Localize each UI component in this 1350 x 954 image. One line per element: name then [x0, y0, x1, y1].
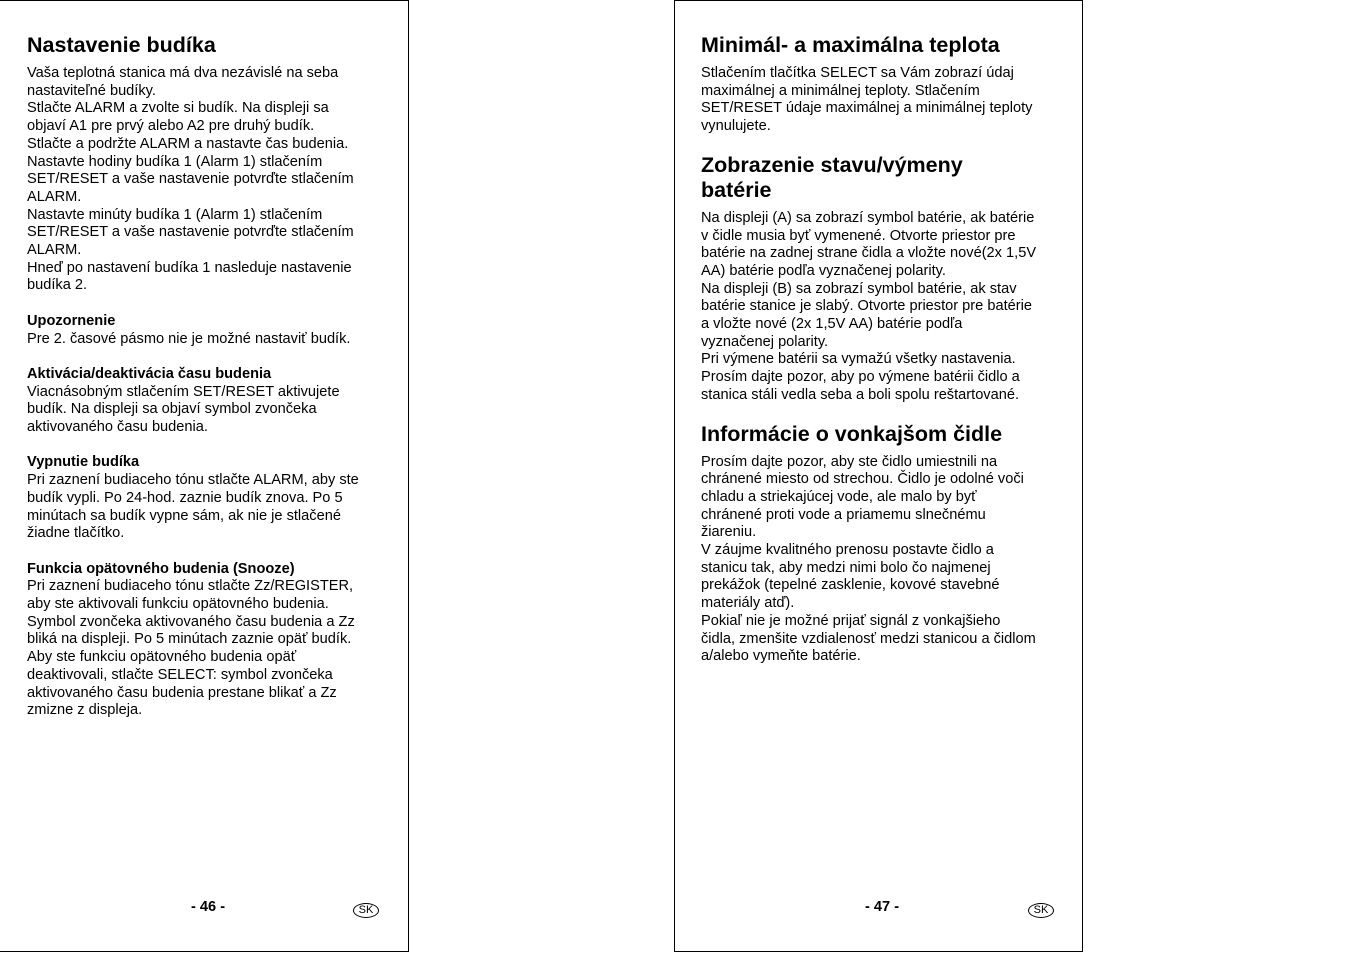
- page-number: - 46 -: [191, 899, 226, 915]
- page-46: [0, 0, 409, 952]
- subheading-alarm-off: Vypnutie budíka: [27, 454, 140, 471]
- section-title-min-max: Minimál- a maximálna teplota: [701, 33, 1000, 57]
- alarm-off-text: Pri zaznení budiaceho tónu stlačte ALARM, aby ste budík vypli. Po 24-hod. zaznie budík znova. Po 5 minútach sa budík vypne sám, ak nie je stlačené žiadne tlačítko.: [27, 472, 359, 542]
- page-47-content: [701, 33, 1061, 666]
- min-max-text: Stlačením tlačítka SELECT sa Vám zobrazí údaj maximálnej a minimálnej teploty. Stlačením SET/RESET údaje maximálnej a minimálnej teploty vynulujete.: [701, 65, 1033, 135]
- page-47: [674, 0, 1083, 952]
- warning-text: Pre 2. časové pásmo nie je možné nastaviť budík.: [27, 330, 351, 347]
- battery-text: Na displeji (A) sa zobrazí symbol batérie, ak batérie v čidle musia byť vymenené. Otvorte priestor pre batérie na zadnej strane čidla a vložte nové(2x 1,5V AA) batérie podľa vyznačenej polarity. Na displeji (B) sa zobrazí symbol batérie, ak stav batérie stanice je slabý. Otvorte priestor pre batérie a vložte nové (2x 1,5V AA) batérie podľa vyznačenej polarity. Pri výmene batérii sa vymažú všetky nastavenia. Prosím dajte pozor, aby po výmene batérii čidlo a stanica stáli vedla seba a boli spolu reštartované.: [701, 209, 1037, 403]
- section-title-sensor: Informácie o vonkajšom čidle: [701, 421, 1003, 446]
- section-title-battery: Zobrazenie stavu/výmeny batérie: [701, 152, 963, 202]
- subheading-warning: Upozornenie: [27, 312, 116, 329]
- subheading-activation: Aktivácia/deaktivácia času budenia: [27, 365, 272, 382]
- page-number: - 47 -: [865, 899, 900, 915]
- page-46-content: [27, 33, 387, 720]
- snooze-text: Pri zaznení budiaceho tónu stlačte Zz/REGISTER, aby ste aktivovali funkciu opätovného budenia. Symbol zvončeka aktivovaného času budenia a Zz bliká na displeji. Po 5 minútach zaznie opäť budík. Aby ste funkciu opätovného budenia opäť deaktivovali, stlačte SELECT: symbol zvončeka aktivovaného času budenia prestane blikať a Zz zmizne z displeja.: [27, 578, 355, 719]
- activation-text: Viacnásobným stlačením SET/RESET aktivujete budík. Na displeji sa objaví symbol zvončeka aktivovaného času budenia.: [27, 383, 340, 436]
- sensor-text: Prosím dajte pozor, aby ste čidlo umiestnili na chránené miesto od strechou. Čidlo je odolné voči chladu a striekajúcej vode, ale malo by byť chránené proti vode a priamemu slnečnému žiareniu. V záujme kvalitného prenosu postavte čidlo a stanicu tak, aby medzi nimi bolo čo najmenej prekážok (tepelné zasklenie, kovové stavebné materiály atď). Pokiaľ nie je možné prijať signál z vonkajšieho čidla, zmenšite vzdialenosť medzi stanicou a čidlom a/alebo vymeňte batérie.: [701, 453, 1036, 665]
- language-badge: SK: [1028, 903, 1054, 918]
- section-title-alarm-setup: Nastavenie budíka: [27, 33, 216, 57]
- alarm-setup-text: Vaša teplotná stanica má dva nezávislé na seba nastaviteľné budíky. Stlačte ALARM a zvolte si budík. Na displeji sa objaví A1 pre prvý alebo A2 pre druhý budík. Stlačte a podržte ALARM a nastavte čas budenia. Nastavte hodiny budíka 1 (Alarm 1) stlačením SET/RESET a vaše nastavenie potvrďte stlačením ALARM. Nastavte minúty budíka 1 (Alarm 1) stlačením SET/RESET a vaše nastavenie potvrďte stlačením ALARM. Hneď po nastavení budíka 1 nasleduje nastavenie budíka 2.: [27, 65, 354, 294]
- subheading-snooze: Funkcia opätovného budenia (Snooze): [27, 560, 295, 577]
- language-badge: SK: [353, 903, 379, 918]
